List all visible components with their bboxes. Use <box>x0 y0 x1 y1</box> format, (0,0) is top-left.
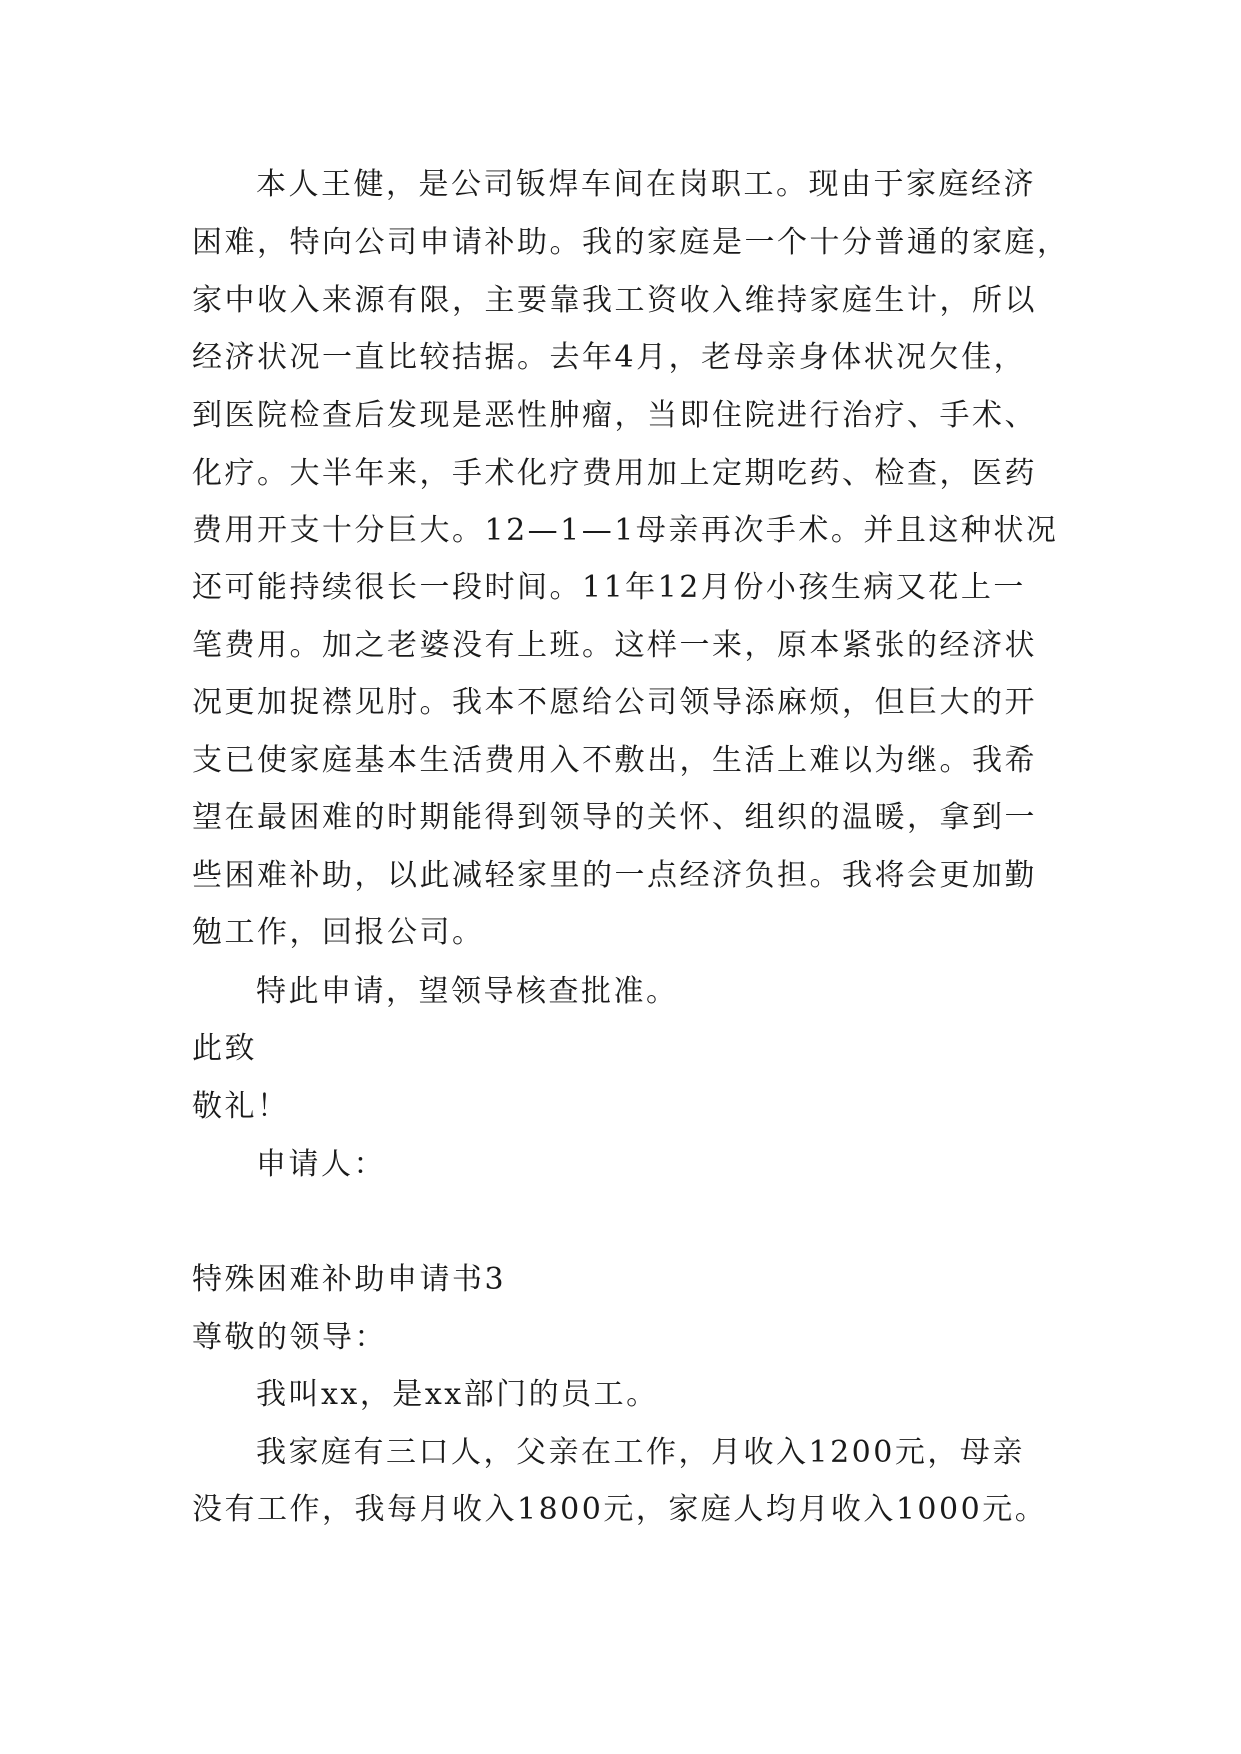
paragraph-line: 到医院检查后发现是恶性肿瘤，当即住院进行治疗、手术、 <box>192 398 1037 433</box>
salutation: 尊敬的领导： <box>192 1320 387 1355</box>
request-line: 特此申请，望领导核查批准。 <box>256 974 679 1009</box>
paragraph-line: 我家庭有三口人，父亲在工作，月收入1200元，母亲 <box>256 1435 1025 1470</box>
paragraph-line: 困难，特向公司申请补助。我的家庭是一个十分普通的家庭， <box>192 225 1070 260</box>
paragraph-line: 化疗。大半年来，手术化疗费用加上定期吃药、检查，医药 <box>192 456 1037 491</box>
paragraph-line: 没有工作，我每月收入1800元，家庭人均月收入1000元。 <box>192 1492 1048 1527</box>
intro-line: 我叫xx，是xx部门的员工。 <box>256 1377 659 1412</box>
paragraph-line: 费用开支十分巨大。12—1—1母亲再次手术。并且这种状况 <box>192 513 1059 548</box>
paragraph-line: 经济状况一直比较拮据。去年4月，老母亲身体状况欠佳， <box>192 340 1027 375</box>
paragraph-line: 些困难补助，以此减轻家里的一点经济负担。我将会更加勤 <box>192 858 1037 893</box>
paragraph-line: 还可能持续很长一段时间。11年12月份小孩生病又花上一 <box>192 570 1026 605</box>
paragraph-line: 家中收入来源有限，主要靠我工资收入维持家庭生计，所以 <box>192 283 1037 318</box>
paragraph-line: 望在最困难的时期能得到领导的关怀、组织的温暖，拿到一 <box>192 800 1037 835</box>
paragraph-line: 笔费用。加之老婆没有上班。这样一来，原本紧张的经济状 <box>192 628 1037 663</box>
section-title: 特殊困难补助申请书3 <box>192 1262 507 1297</box>
paragraph-line: 支已使家庭基本生活费用入不敷出，生活上难以为继。我希 <box>192 743 1037 778</box>
closing-line: 敬礼！ <box>192 1089 290 1124</box>
paragraph-line: 本人王健，是公司钣焊车间在岗职工。现由于家庭经济 <box>256 167 1036 202</box>
paragraph-line: 况更加捉襟见肘。我本不愿给公司领导添麻烦，但巨大的开 <box>192 685 1037 720</box>
applicant-label: 申请人： <box>256 1147 386 1182</box>
paragraph-line: 勉工作，回报公司。 <box>192 915 485 950</box>
closing-line: 此致 <box>192 1031 257 1066</box>
